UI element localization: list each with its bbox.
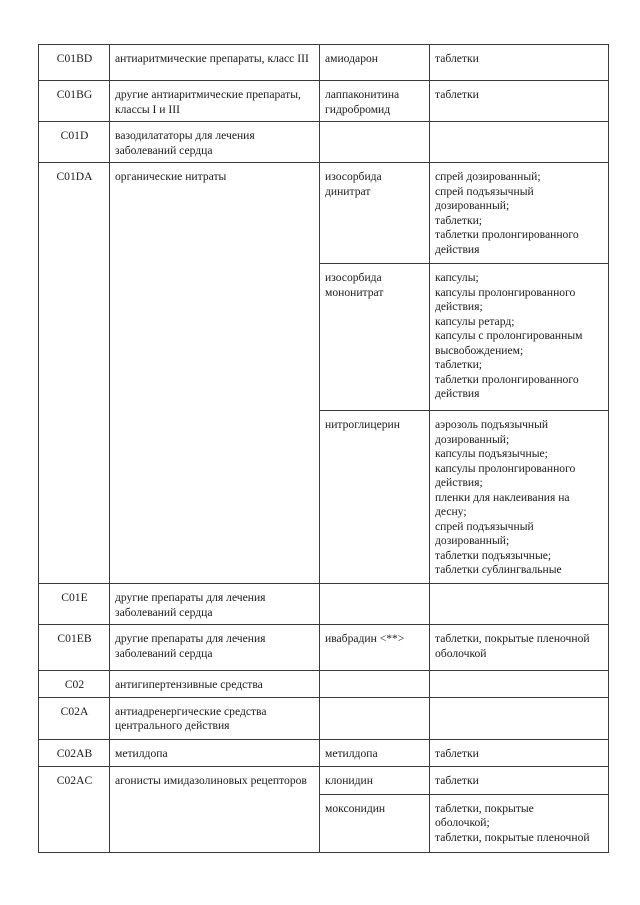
dosage-form-line: действия	[435, 387, 480, 400]
dosage-form-line: дозированный;	[435, 432, 510, 446]
drug-name-cell	[320, 671, 430, 698]
dosage-form-line: таблетки сублингвальные	[435, 563, 562, 576]
atc-code-cell: C01EB	[39, 625, 110, 671]
dosage-form-line: таблетки;	[435, 213, 483, 227]
dosage-form-cell	[430, 697, 609, 739]
dosage-form-cell	[430, 411, 609, 584]
drug-name-cell: изосорбида динитрат	[320, 163, 430, 264]
dosage-form-line: высвобождением;	[435, 343, 524, 357]
table-row	[39, 45, 609, 81]
table-row	[39, 671, 609, 698]
anatomical-group-cell: вазодилататоры для лечения заболеваний сердца	[110, 122, 320, 163]
atc-code-cell: C02AB	[39, 739, 110, 766]
dosage-form-line: таблетки, покрытые	[435, 801, 534, 815]
drug-name-cell: клонидин	[320, 766, 430, 794]
drug-name-cell	[320, 584, 430, 625]
atc-code-cell: C01BD	[39, 45, 110, 81]
dosage-form-cell	[430, 671, 609, 698]
dosage-form-line: спрей подъязычный	[435, 184, 534, 198]
dosage-form-line: таблетки	[435, 52, 479, 65]
atc-code-cell: C02	[39, 671, 110, 698]
table-row	[39, 766, 609, 794]
dosage-form-line: таблетки, покрытые пленочной	[435, 830, 590, 844]
dosage-form-line: оболочкой;	[435, 816, 490, 829]
dosage-form-line: действия;	[435, 476, 483, 489]
dosage-form-line: оболочкой	[435, 646, 487, 660]
table-row	[39, 122, 609, 163]
dosage-form-line: спрей подъязычный	[435, 519, 534, 533]
dosage-form-line: аэрозоль подъязычный	[435, 418, 549, 431]
anatomical-group-cell: агонисты имидазолиновых рецепторов	[110, 766, 320, 852]
atc-code-cell: C01BG	[39, 81, 110, 122]
anatomical-group-cell: метилдопа	[110, 739, 320, 766]
dosage-form-line: таблетки	[435, 88, 479, 101]
dosage-form-line: таблетки	[435, 773, 479, 787]
dosage-form-line: дозированный;	[435, 199, 510, 212]
dosage-form-line: таблетки пролонгированного	[435, 228, 579, 241]
dosage-form-cell	[430, 163, 609, 264]
dosage-form-cell	[430, 264, 609, 411]
table-row	[39, 584, 609, 625]
anatomical-group-cell: антигипертензивные средства	[110, 671, 320, 698]
dosage-form-line: таблетки пролонгированного	[435, 372, 579, 386]
dosage-form-line: десну;	[435, 505, 467, 518]
dosage-form-line: капсулы пролонгированного	[435, 461, 576, 475]
dosage-form-cell	[430, 81, 609, 122]
drug-name-cell: ивабрадин <**>	[320, 625, 430, 671]
drug-name-cell: изосорбида мононитрат	[320, 264, 430, 411]
anatomical-group-cell: другие антиаритмические препараты, классы I и III	[110, 81, 320, 122]
dosage-form-line: таблетки;	[435, 358, 483, 371]
dosage-form-line: пленки для наклеивания на	[435, 490, 570, 504]
table-row	[39, 81, 609, 122]
dosage-form-cell	[430, 766, 609, 794]
dosage-form-line: спрей дозированный;	[435, 170, 541, 183]
table-row	[39, 697, 609, 739]
drug-name-cell: метилдопа	[320, 739, 430, 766]
dosage-form-cell	[430, 794, 609, 852]
dosage-form-cell	[430, 584, 609, 625]
drug-name-cell: лаппаконитина гидробромид	[320, 81, 430, 122]
dosage-form-line: действия	[435, 242, 480, 256]
dosage-form-line: таблетки, покрытые пленочной	[435, 632, 590, 645]
atc-code-cell: C01E	[39, 584, 110, 625]
dosage-form-line: капсулы подъязычные;	[435, 447, 548, 460]
anatomical-group-cell: антиаритмические препараты, класс III	[110, 45, 320, 81]
atc-code-cell: C02AC	[39, 766, 110, 852]
dosage-form-cell	[430, 625, 609, 671]
dosage-form-line: капсулы;	[435, 271, 479, 284]
dosage-form-cell	[430, 45, 609, 81]
dosage-form-cell	[430, 122, 609, 163]
anatomical-group-cell: другие препараты для лечения заболеваний сердца	[110, 584, 320, 625]
drug-name-cell	[320, 122, 430, 163]
dosage-form-line: дозированный;	[435, 534, 510, 547]
dosage-form-line: таблетки подъязычные;	[435, 548, 552, 562]
atc-code-cell: C02A	[39, 697, 110, 739]
dosage-form-line: таблетки	[435, 746, 479, 760]
dosage-form-line: действия;	[435, 300, 483, 313]
drug-name-cell: нитроглицерин	[320, 411, 430, 584]
drug-classification-table	[38, 44, 609, 853]
anatomical-group-cell: другие препараты для лечения заболеваний сердца	[110, 625, 320, 671]
atc-code-cell: C01D	[39, 122, 110, 163]
anatomical-group-cell: антиадренергические средства центрального действия	[110, 697, 320, 739]
dosage-form-cell	[430, 739, 609, 766]
table-row	[39, 163, 609, 264]
anatomical-group-cell: органические нитраты	[110, 163, 320, 584]
drug-name-cell	[320, 697, 430, 739]
dosage-form-line: капсулы ретард;	[435, 314, 515, 328]
dosage-form-line: капсулы пролонгированного	[435, 285, 576, 299]
table-body	[39, 45, 609, 853]
drug-name-cell: моксонидин	[320, 794, 430, 852]
table-row	[39, 739, 609, 766]
table-row	[39, 625, 609, 671]
atc-code-cell: C01DA	[39, 163, 110, 584]
dosage-form-line: капсулы с пролонгированным	[435, 329, 583, 342]
drug-name-cell: амиодарон	[320, 45, 430, 81]
